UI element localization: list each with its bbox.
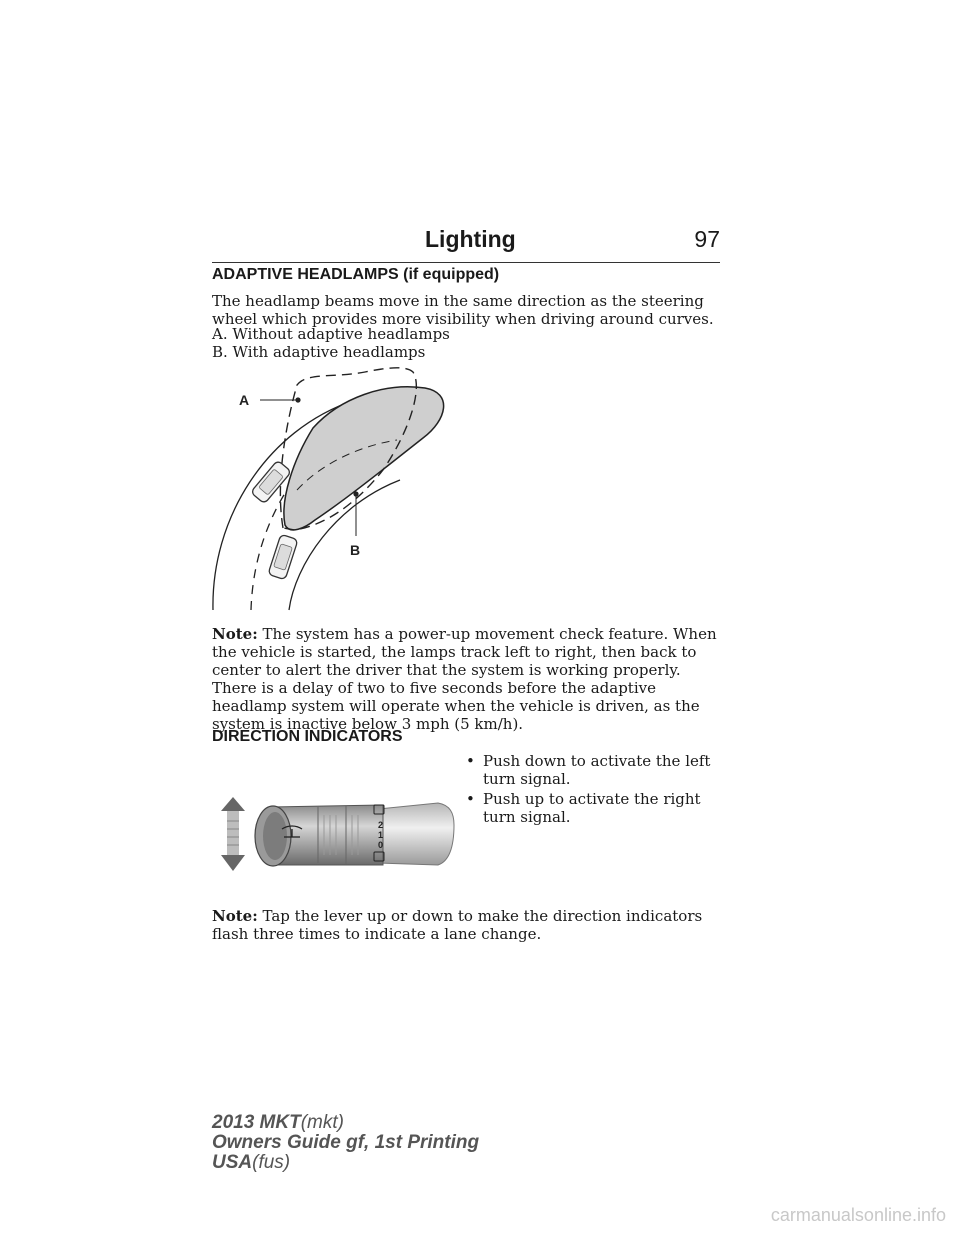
- adaptive-headlamp-illustration: [205, 360, 465, 615]
- lever-stalk: [378, 803, 454, 865]
- bullet-left-turn: [466, 752, 726, 788]
- legend-item-b: B. With adaptive headlamps: [212, 343, 426, 361]
- page-header: [212, 226, 720, 263]
- lever-mark-1: 1: [378, 830, 384, 840]
- callout-a-dot: [295, 397, 300, 402]
- footer-line-3: USA(fus): [212, 1152, 291, 1173]
- note-label: Note:: [212, 907, 258, 925]
- callout-b-label: B: [350, 542, 361, 558]
- adaptive-note: [212, 625, 720, 733]
- section-title: Lighting: [425, 226, 516, 252]
- direction-note-text: Tap the lever up or down to make the direction indicators flash three times to indicate a lane change.: [212, 907, 703, 943]
- watermark-text: carmanualsonline.info: [770, 1205, 946, 1225]
- vehicle-lower-icon: [268, 534, 298, 580]
- bullet-dot: •: [466, 752, 475, 770]
- callout-a-label: A: [239, 392, 250, 408]
- direction-note: [212, 907, 720, 943]
- lever-mark-2: 2: [378, 820, 384, 830]
- footer-line-1: 2013 MKT(mkt): [212, 1112, 344, 1133]
- callout-b-dot: [353, 491, 358, 496]
- bullet-dot: •: [466, 790, 475, 808]
- adaptive-note-text: The system has a power-up movement check feature. When the vehicle is started, the lamps track left to right, then back to center to alert the driver that the system is working properly. There is a delay of two to five seconds before the adaptive headlamp system will operate when the vehicle is driven, as the system is inactive below 3 mph (5 km/h).: [212, 625, 717, 733]
- up-down-arrow-icon: [221, 797, 245, 871]
- bullet-left-turn-text: Push down to activate the left turn signal.: [483, 752, 711, 788]
- bullet-right-turn-text: Push up to activate the right turn signal.: [483, 790, 701, 826]
- bullet-right-turn: [466, 790, 726, 826]
- note-label: Note:: [212, 625, 258, 643]
- page-footer: [212, 1113, 479, 1173]
- lever-mark-0: 0: [378, 840, 384, 850]
- adaptive-headlamps-heading: ADAPTIVE HEADLAMPS (if equipped): [212, 266, 500, 283]
- direction-indicators-heading: DIRECTION INDICATORS: [212, 728, 403, 745]
- adaptive-beam-shape: [284, 387, 444, 530]
- turn-signal-lever-illustration: [218, 795, 458, 875]
- adaptive-intro-text: The headlamp beams move in the same direction as the steering wheel which provides more visibility when driving around curves.: [212, 292, 714, 328]
- footer-line-2: Owners Guide gf, 1st Printing: [212, 1132, 480, 1153]
- legend-item-a: A. Without adaptive headlamps: [212, 325, 450, 343]
- page-number: 97: [694, 226, 720, 252]
